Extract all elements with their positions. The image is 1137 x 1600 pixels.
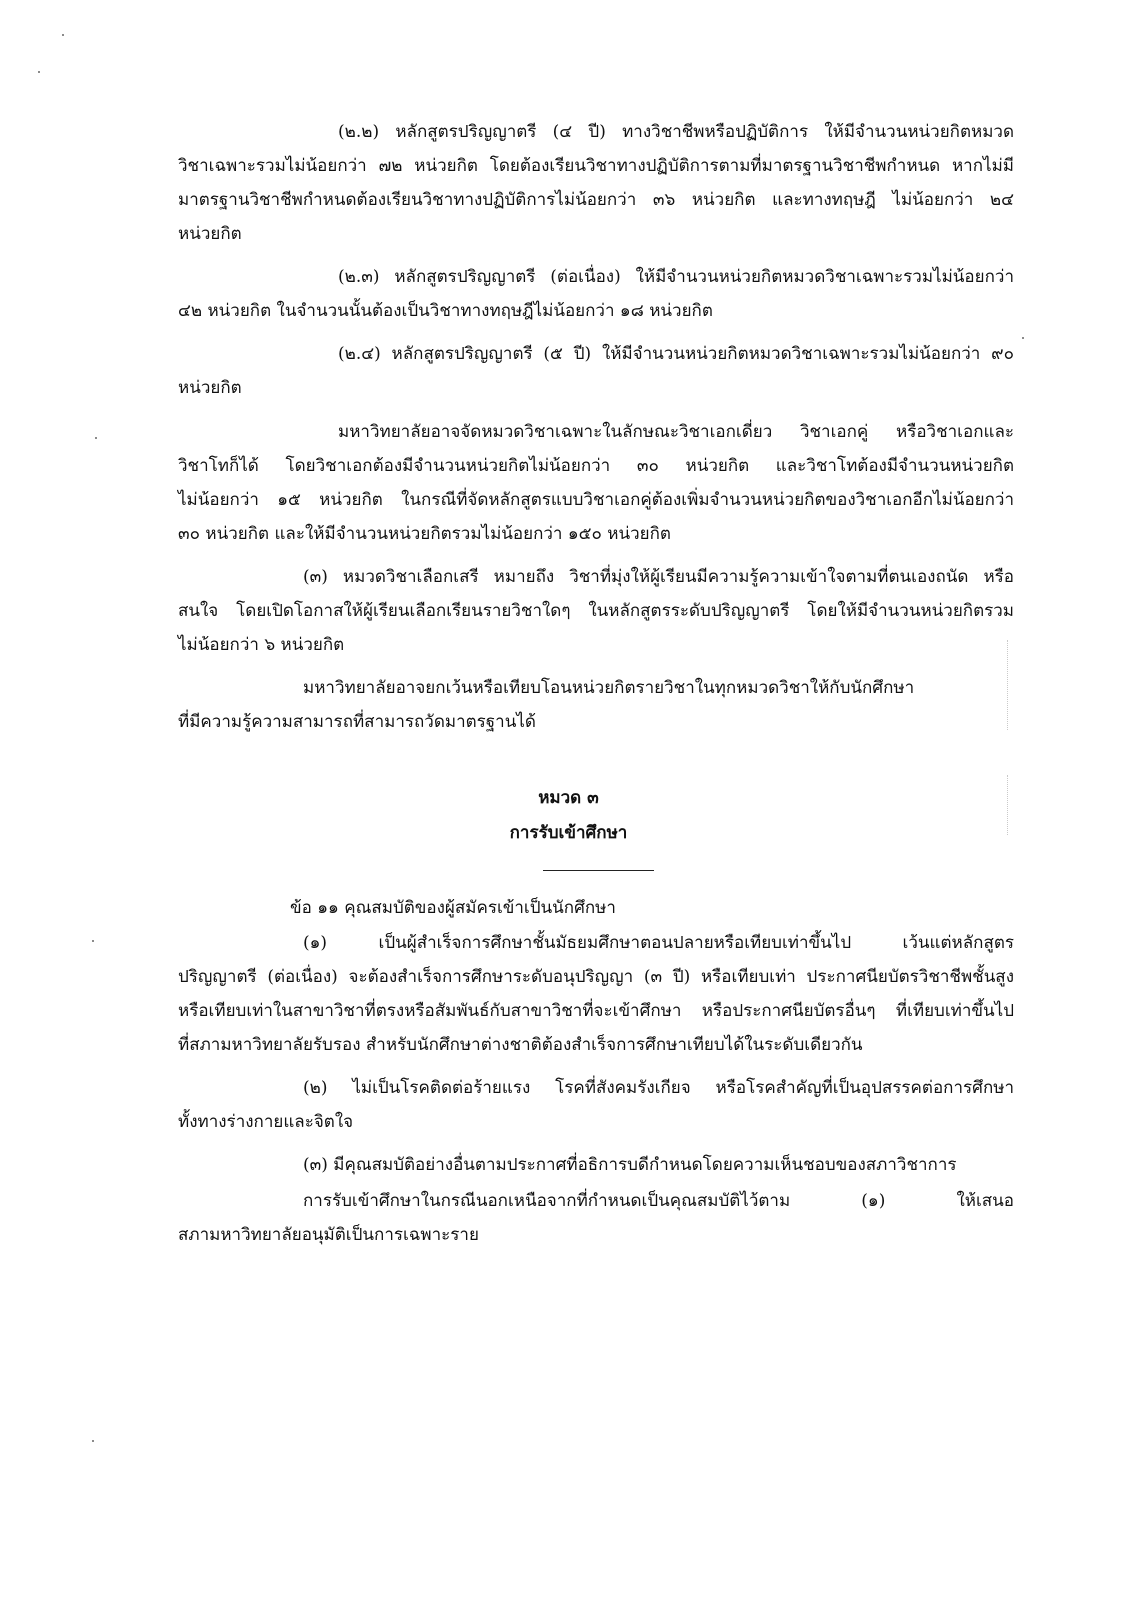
paragraph-line: มหาวิทยาลัยอาจจัดหมวดวิชาเฉพาะในลักษณะวิชาเอกเดี่ยว วิชาเอกคู่ หรือวิชาเอกและ [338, 422, 1014, 442]
paragraph-line: (๒.๒) หลักสูตรปริญญาตรี (๔ ปี) ทางวิชาชีพหรือปฏิบัติการ ให้มีจำนวนหน่วยกิตหมวด [338, 122, 1014, 142]
paragraph-line: (๒.๓) หลักสูตรปริญญาตรี (ต่อเนื่อง) ให้มีจำนวนหน่วยกิตหมวดวิชาเฉพาะรวมไม่น้อยกว่า [338, 267, 1014, 287]
paragraph-line: มาตรฐานวิชาชีพกำหนดต้องเรียนวิชาทางปฏิบัติการไม่น้อยกว่า ๓๖ หน่วยกิต และทางทฤษฎี ไม่น้อยกว่า ๒๔ [178, 190, 1014, 210]
scan-speck [92, 940, 94, 942]
paragraph-line: (๒.๔) หลักสูตรปริญญาตรี (๕ ปี) ให้มีจำนวนหน่วยกิตหมวดวิชาเฉพาะรวมไม่น้อยกว่า ๙๐ [338, 344, 1014, 364]
paragraph-line: หรือเทียบเท่าในสาขาวิชาที่ตรงหรือสัมพันธ์กับสาขาวิชาที่จะเข้าศึกษา หรือประกาศนียบัตรอื่นๆ ที่เทียบเท่าขึ้นไป [178, 1001, 1014, 1021]
heading-divider [543, 870, 654, 871]
paragraph-line: (๑) เป็นผู้สำเร็จการศึกษาชั้นมัธยมศึกษาตอนปลายหรือเทียบเท่าขึ้นไป เว้นแต่หลักสูตร [303, 933, 1014, 953]
paragraph-line: (๓) หมวดวิชาเลือกเสรี หมายถึง วิชาที่มุ่งให้ผู้เรียนมีความรู้ความเข้าใจตามที่ตนเองถนัด หรือ [303, 567, 1014, 587]
paragraph-line: (๓) มีคุณสมบัติอย่างอื่นตามประกาศที่อธิการบดีกำหนดโดยความเห็นชอบของสภาวิชาการ [303, 1155, 957, 1175]
scan-speck [92, 1440, 94, 1442]
paragraph-line: ๓๐ หน่วยกิต และให้มีจำนวนหน่วยกิตรวมไม่น้อยกว่า ๑๕๐ หน่วยกิต [178, 524, 671, 544]
paragraph-line: วิชาโทก็ได้ โดยวิชาเอกต้องมีจำนวนหน่วยกิตไม่น้อยกว่า ๓๐ หน่วยกิต และวิชาโทต้องมีจำนวนหน่วยกิต [178, 456, 1014, 476]
paragraph-line: ที่มีความรู้ความสามารถที่สามารถวัดมาตรฐานได้ [178, 712, 536, 732]
scan-speck [62, 34, 64, 36]
paragraph-line: สภามหาวิทยาลัยอนุมัติเป็นการเฉพาะราย [178, 1225, 479, 1245]
paragraph-line: วิชาเฉพาะรวมไม่น้อยกว่า ๗๒ หน่วยกิต โดยต้องเรียนวิชาทางปฏิบัติการตามที่มาตรฐานวิชาชีพกำหนด หากไม่มี [178, 156, 1014, 176]
chapter-heading: หมวด ๓ [538, 788, 599, 808]
paragraph-line: (๒) ไม่เป็นโรคติดต่อร้ายแรง โรคที่สังคมรังเกียจ หรือโรคสำคัญที่เป็นอุปสรรคต่อการศึกษา [303, 1078, 1014, 1098]
paragraph-line: การรับเข้าศึกษาในกรณีนอกเหนือจากที่กำหนดเป็นคุณสมบัติไว้ตาม (๑) ให้เสนอ [303, 1191, 1014, 1211]
paragraph-line: ๔๒ หน่วยกิต ในจำนวนนั้นต้องเป็นวิชาทางทฤษฎีไม่น้อยกว่า ๑๘ หน่วยกิต [178, 301, 713, 321]
paragraph-line: หน่วยกิต [178, 378, 242, 398]
scan-speck [95, 437, 97, 439]
section-heading: ข้อ ๑๑ คุณสมบัติของผู้สมัครเข้าเป็นนักศึกษา [290, 898, 616, 918]
paragraph-line: ปริญญาตรี (ต่อเนื่อง) จะต้องสำเร็จการศึกษาระดับอนุปริญญา (๓ ปี) หรือเทียบเท่า ประกาศนียบัตรวิชาชีพชั้นสูง [178, 967, 1014, 987]
scan-speck [38, 71, 40, 73]
paragraph-line: หน่วยกิต [178, 224, 242, 244]
chapter-title: การรับเข้าศึกษา [509, 823, 628, 843]
paragraph-line: สนใจ โดยเปิดโอกาสให้ผู้เรียนเลือกเรียนรายวิชาใดๆ ในหลักสูตรระดับปริญญาตรี โดยให้มีจำนวนหน่วยกิตรวม [178, 601, 1014, 621]
paragraph-line: ไม่น้อยกว่า ๑๕ หน่วยกิต ในกรณีที่จัดหลักสูตรแบบวิชาเอกคู่ต้องเพิ่มจำนวนหน่วยกิตของวิชาเอกอีกไม่น้อยกว่า [178, 490, 1014, 510]
paragraph-line: ไม่น้อยกว่า ๖ หน่วยกิต [178, 635, 345, 655]
paragraph-line: ทั้งทางร่างกายและจิตใจ [178, 1112, 354, 1132]
paragraph-line: มหาวิทยาลัยอาจยกเว้นหรือเทียบโอนหน่วยกิตรายวิชาในทุกหมวดวิชาให้กับนักศึกษา [303, 678, 915, 698]
scan-speck [1022, 337, 1024, 339]
paragraph-line: ที่สภามหาวิทยาลัยรับรอง สำหรับนักศึกษาต่างชาติต้องสำเร็จการศึกษาเทียบได้ในระดับเดียวกัน [178, 1035, 863, 1055]
